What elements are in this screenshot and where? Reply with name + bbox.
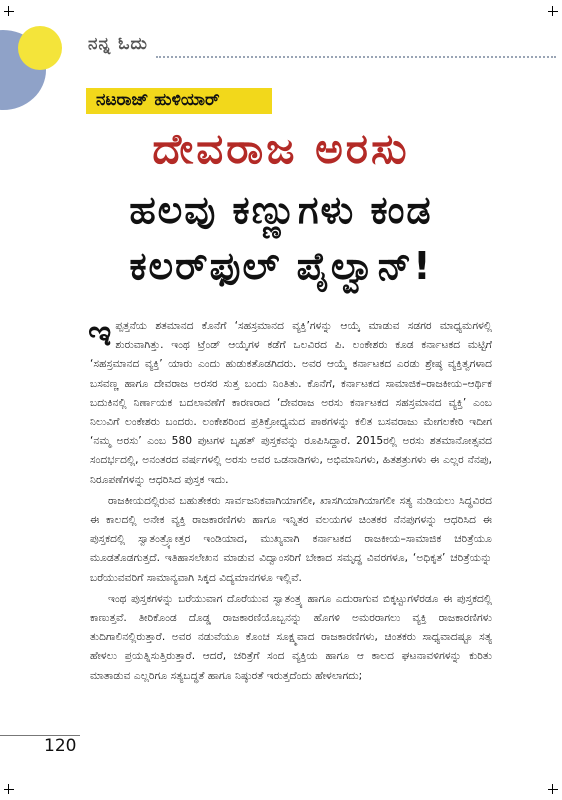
crop-mark	[4, 789, 14, 790]
headline-title: ದೇವರಾಜ ಅರಸು	[152, 124, 410, 173]
paragraph-3: ಇಂಥ ಪುಸ್ತಕಗಳನ್ನು ಬರೆಯುವಾಗ ದೊರೆಯುವ ಸ್ವಾತಂತ್ರ್ಯ ಹಾಗೂ ಎದುರಾಗುವ ಬಿಕ್ಕಟ್ಟುಗಳೆರಡೂ ಈ ಪುಸ್ತಕದಲ್ಲಿ ಕಾಣುತ್ತವೆ. ತೀರಿಕೊಂಡ ದೊಡ್ಡ ರಾಜಕಾರಣಿಯೊಬ್ಬನನ್ನು ಹೊಗಳಿ ಅಮರರಾಗಲು ವ್ಯಕ್ತಿ ರಾಜಕಾರಣಿಗಳು ತುದಿಗಾಲಿನಲ್ಲಿರುತ್ತಾರೆ. ಅವರ ನಡುವೆಯೂ ಕೊಂಚ ಸೂಕ್ಷ್ಮವಾದ ರಾಜಕಾರಣಿಗಳು, ಚಿಂತಕರು ಸಾಧ್ಯವಾದಷ್ಟೂ ಸತ್ಯ ಹೇಳಲು ಪ್ರಯತ್ನಿಸುತ್ತಿರುತ್ತಾರೆ. ಆದರೆ, ಚರಿತ್ರೆಗೆ ಸಂದ ವ್ಯಕ್ತಿಯ ಹಾಗೂ ಆ ಕಾಲದ ಘಟನಾವಳಿಗಳನ್ನು ಕುರಿತು ಮಾತಾಡುವ ಎಲ್ಲರಿಗೂ ಸತ್ಯಬದ್ಧತೆ ಹಾಗೂ ನಿಷ್ಠುರತೆ ಇರುತ್ತದೆಂದು ಹೇಳಲಾಗದು;	[90, 591, 492, 682]
section-title: ನನ್ನ ಓದು	[88, 34, 148, 54]
paragraph-2: ರಾಜಕೀಯದಲ್ಲಿರುವ ಬಹುತೇಕರು ಸಾರ್ವಜನಿಕವಾಗಿಯಾಗಲೀ, ಖಾಸಗಿಯಾಗಿಯಾಗಲೀ ಸತ್ಯ ನುಡಿಯಲು ಸಿದ್ಧವಿರದ ಈ ಕಾಲದಲ್ಲಿ ಅನೇಕ ವ್ಯಕ್ತಿ ರಾಜಕಾರಣಿಗಳು ಹಾಗೂ ಇನ್ನಿತರ ವಲಯಗಳ ಚಿಂತಕರ ನೆನಪುಗಳನ್ನು ಆಧರಿಸಿದ ಈ ಪುಸ್ತಕದಲ್ಲಿ ಸ್ವಾತಂತ್ರ್ಯೋತ್ತರ ಇಂಡಿಯಾದ, ಮುಖ್ಯವಾಗಿ ಕರ್ನಾಟಕದ ರಾಜಕೀಯ–ಸಾಮಾಜಿಕ ಚರಿತ್ರೆಯೂ ಮೂಡತೊಡಗುತ್ತದೆ. ಇತಿಹಾಸಲೇಖನ ಮಾಡುವ ವಿದ್ವಾಂಸರಿಗೆ ಬೇಕಾದ ಸಮೃದ್ಧ ವಿವರಗಳೂ, ‘ಅಧಿಕೃತ’ ಚರಿತ್ರೆಯನ್ನು ಬರೆಯುವವರಿಗೆ ಸಾಮಾನ್ಯವಾಗಿ ಸಿಕ್ಕದ ವಿದ್ಯಮಾನಗಳೂ ಇಲ್ಲಿವೆ.	[90, 493, 492, 584]
crop-mark	[548, 11, 558, 12]
headline-subtitle-line1: ಹಲವು ಕಣ್ಣುಗಳು ಕಂಡ	[129, 188, 433, 232]
paragraph-1-text: ಪ್ಪತ್ತನೆಯ ಶತಮಾನದ ಕೊನೆಗೆ ‘ಸಹಸ್ರಮಾನದ ವ್ಯಕ್ತಿ’ಗಳನ್ನು ಆಯ್ಕೆ ಮಾಡುವ ಸಡಗರ ಮಾಧ್ಯಮಗಳಲ್ಲಿ ಶುರುವಾಗಿತ್ತು. ಇಂಥ ಟ್ರೆಂಡ್ ಆಯ್ಕೆಗಳ ಕಡೆಗೆ ಒಲವಿರದ ಪಿ. ಲಂಕೇಶರು ಕೂಡ ಕರ್ನಾಟಕದ ಮಟ್ಟಿಗೆ ‘ಸಹಸ್ರಮಾನದ ವ್ಯಕ್ತಿ’ ಯಾರು ಎಂದು ಹುಡುಕತೊಡಗಿದರು. ಅವರ ಆಯ್ಕೆ ಕರ್ನಾಟಕದ ಎರಡು ಶ್ರೇಷ್ಠ ವ್ಯಕ್ತಿತ್ವಗಳಾದ ಬಸವಣ್ಣ ಹಾಗೂ ದೇವರಾಜ ಅರಸರ ಸುತ್ತ ಬಂದು ನಿಂತಿತು. ಕೊನೆಗೆ, ಕರ್ನಾಟಕದ ಸಾಮಾಜಿಕ–ರಾಜಕೀಯ–ಆರ್ಥಿಕ ಬದುಕಿನಲ್ಲಿ ನಿರ್ಣಾಯಕ ಬದಲಾವಣೆಗೆ ಕಾರಣರಾದ ‘ದೇವರಾಜ ಅರಸು ಕರ್ನಾಟಕದ ಸಹಸ್ರಮಾನದ ವ್ಯಕ್ತಿ’ ಎಂಬ ನಿಲುವಿಗೆ ಲಂಕೇಶರು ಬಂದರು. ಲಂಕೇಶರಿಂದ ಪ್ರತಿಕ್ರೋಧ್ಯಮದ ಪಾಠಗಳನ್ನು ಕಲಿತ ಬಸವರಾಜು ಮೇಗಲಕೇರಿ ಇದೀಗ ‘ನಮ್ಮ ಅರಸು’ ಎಂಬ 580 ಪುಟಗಳ ಬೃಹತ್ ಪುಸ್ತಕವನ್ನು ರೂಪಿಸಿದ್ದಾರೆ. 2015ರಲ್ಲಿ ಅರಸು ಶತಮಾನೋತ್ಸವದ ಸಂದರ್ಭದಲ್ಲಿ, ಅನಂತರದ ವರ್ಷಗಳಲ್ಲಿ ಅರಸು ಅವರ ಒಡನಾಡಿಗಳು, ಅಭಿಮಾನಿಗಳು, ಹಿತಶತ್ರುಗಳು ಈ ಎಲ್ಲರ ನೆನಪು, ನಿರೂಪಣೆಗಳನ್ನು ಆಧರಿಸಿದ ಪುಸ್ತಕ ಇದು.	[90, 319, 492, 486]
drop-cap: ಇ	[88, 313, 112, 354]
decorative-yellow-circle	[18, 26, 62, 70]
headline-subtitle-line2: ಕಲರ್‌ಫುಲ್ ಪೈಲ್ವಾನ್!	[129, 244, 433, 288]
crop-mark	[548, 789, 558, 790]
dotted-divider	[156, 56, 556, 58]
article-body	[88, 313, 492, 685]
author-name: ನಟರಾಜ್ ಹುಳಿಯಾರ್	[96, 90, 220, 110]
crop-mark	[4, 11, 14, 12]
page-number: 120	[44, 736, 77, 756]
paragraph-1	[88, 313, 492, 489]
